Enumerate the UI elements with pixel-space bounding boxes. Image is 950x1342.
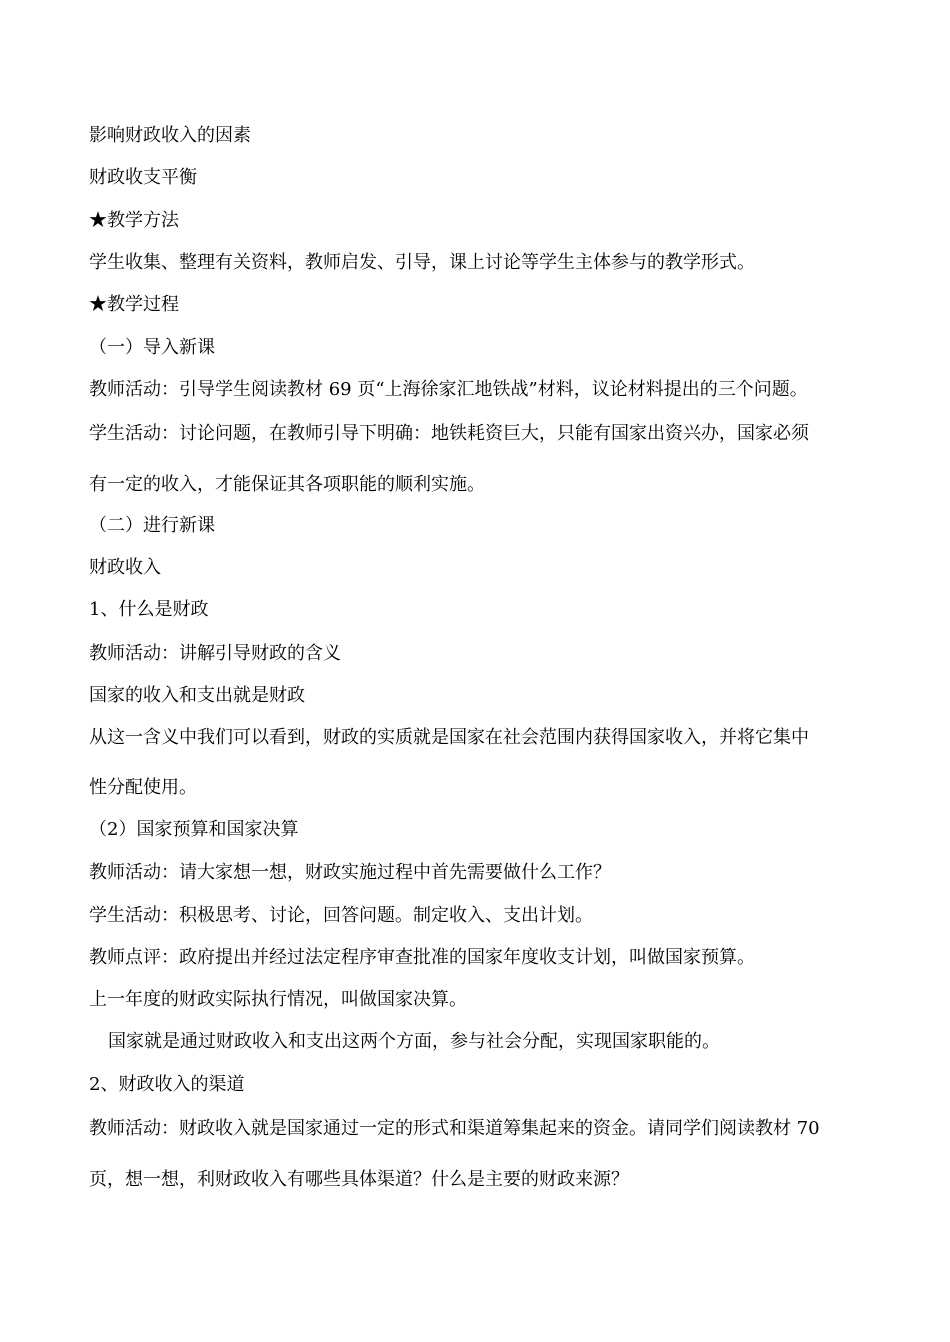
paragraph-essence-cont: 性分配使用。 (89, 777, 197, 798)
section-teaching-method: ★教学方法 (89, 210, 179, 231)
paragraph-teacher-activity-4: 教师活动：财政收入就是国家通过一定的形式和渠道筹集起来的资金。请同学们阅读教材 70 (89, 1118, 820, 1139)
paragraph-teacher-activity-1: 教师活动：引导学生阅读教材 69 页“上海徐家汇地铁战”材料，议论材料提出的三个问题。 (89, 379, 808, 400)
paragraph-teacher-activity-4-cont: 页，想一想，利财政收入有哪些具体渠道？什么是主要的财政来源？ (89, 1169, 629, 1190)
paragraph-essence: 从这一含义中我们可以看到，财政的实质就是国家在社会范围内获得国家收入，并将它集中 (89, 727, 809, 748)
paragraph-teacher-activity-3: 教师活动：请大家想一想，财政实施过程中首先需要做什么工作？ (89, 862, 611, 883)
paragraph-definition: 国家的收入和支出就是财政 (89, 685, 305, 706)
paragraph-final-accounts: 上一年度的财政实际执行情况，叫做国家决算。 (89, 989, 467, 1010)
paragraph-teacher-comment: 教师点评：政府提出并经过法定程序审查批准的国家年度收支计划，叫做国家预算。 (89, 947, 755, 968)
paragraph-student-activity-2: 学生活动：积极思考、讨论，回答问题。制定收入、支出计划。 (89, 905, 593, 926)
paragraph-student-activity-1: 学生活动：讨论问题，在教师引导下明确：地铁耗资巨大，只能有国家出资兴办，国家必须 (89, 423, 809, 444)
subsection-new-lesson: （二）进行新课 (89, 515, 215, 536)
heading-factors: 影响财政收入的因素 (89, 125, 251, 146)
paragraph-state-functions: 国家就是通过财政收入和支出这两个方面，参与社会分配，实现国家职能的。 (108, 1031, 720, 1052)
paragraph-teacher-activity-2: 教师活动：讲解引导财政的含义 (89, 643, 341, 664)
heading-fiscal-revenue: 财政收入 (89, 557, 161, 578)
heading-balance: 财政收支平衡 (89, 167, 197, 188)
heading-budget: （2）国家预算和国家决算 (89, 819, 299, 840)
section-teaching-process: ★教学过程 (89, 294, 179, 315)
heading-what-is-finance: 1、什么是财政 (89, 599, 209, 620)
paragraph-student-activity-1-cont: 有一定的收入，才能保证其各项职能的顺利实施。 (89, 474, 485, 495)
heading-revenue-channels: 2、财政收入的渠道 (89, 1074, 245, 1095)
paragraph-method: 学生收集、整理有关资料，教师启发、引导，课上讨论等学生主体参与的教学形式。 (89, 252, 755, 273)
subsection-intro: （一）导入新课 (89, 337, 215, 358)
